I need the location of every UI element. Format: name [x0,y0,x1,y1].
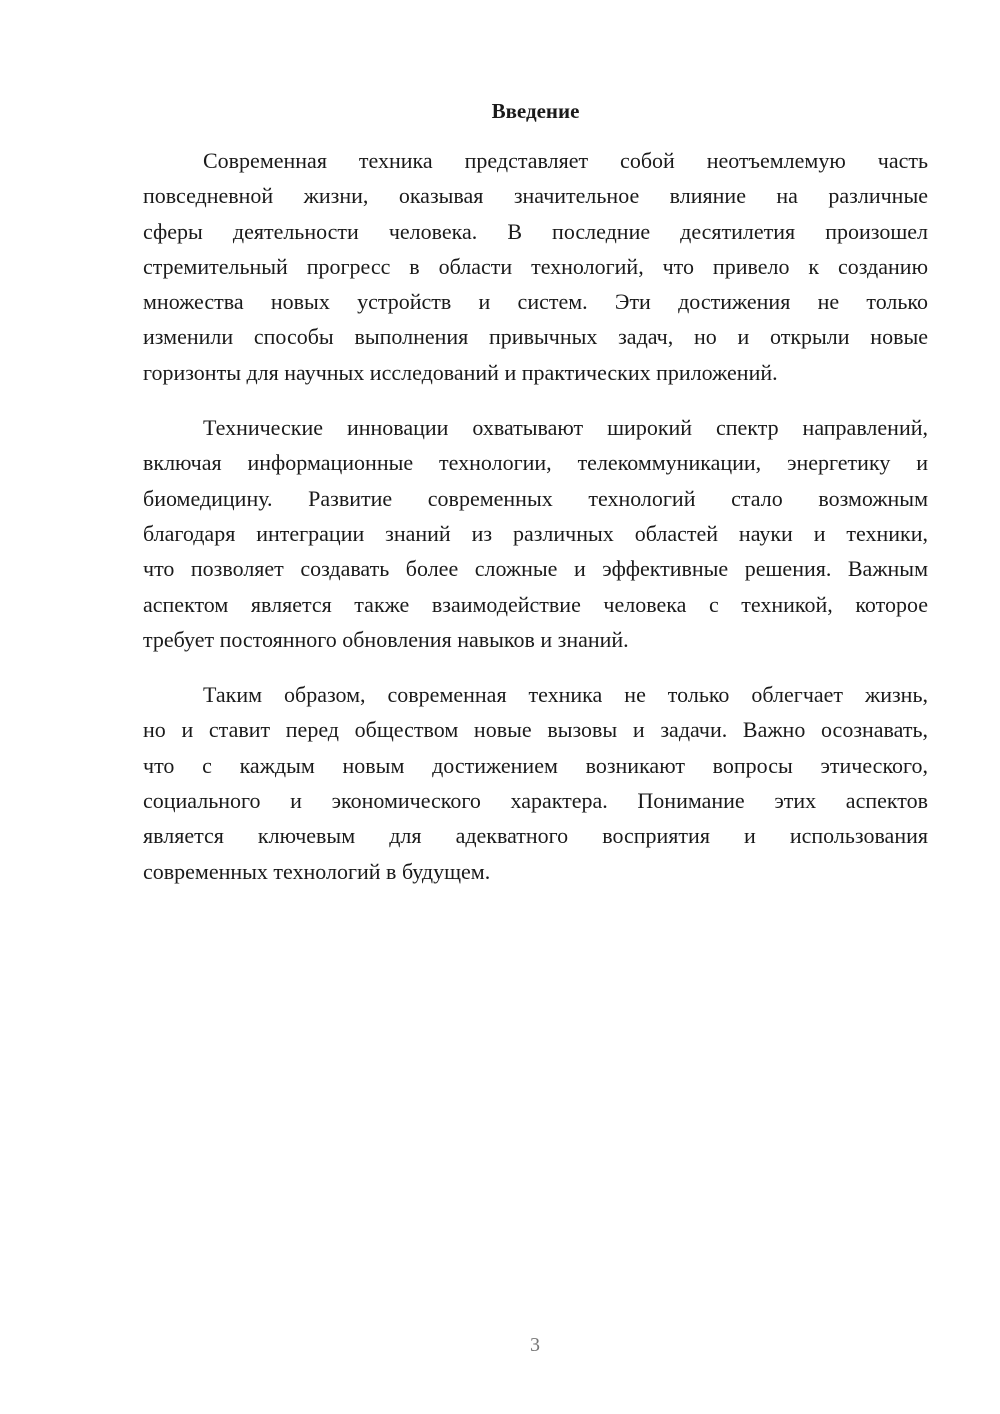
text-line: биомедицину. Развитие современных технологий стало возможным [143,485,928,511]
text-line: стремительный прогресс в области технологий, что привело к созданию [143,253,928,279]
page-number: 3 [530,1334,540,1356]
text-line: социального и экономического характера. Понимание этих аспектов [143,788,928,814]
text-line: современных технологий в будущем. [143,858,491,884]
text-line: изменили способы выполнения привычных задач, но и открыли новые [143,324,928,350]
text-line: множества новых устройств и систем. Эти достижения не только [143,289,928,315]
text-line: но и ставит перед обществом новые вызовы и задачи. Важно осознавать, [143,717,928,743]
text-line: аспектом является также взаимодействие человека с техникой, которое [143,591,928,617]
document-body [143,143,928,909]
text-line: повседневной жизни, оказывая значительное влияние на различные [143,183,928,209]
text-line: Таким образом, современная техника не только облегчает жизнь, [203,682,928,708]
text-line: горизонты для научных исследований и практических приложений. [143,359,778,385]
text-line: благодаря интеграции знаний из различных областей науки и техники, [143,520,928,546]
text-line: что с каждым новым достижением возникают вопросы этического, [143,752,928,778]
text-line: Современная техника представляет собой неотъемлемую часть [203,148,928,173]
text-line: сферы деятельности человека. В последние десятилетия произошел [143,218,928,244]
text-line: включая информационные технологии, телекоммуникации, энергетику и [143,450,928,476]
text-line: Технические инновации охватывают широкий спектр направлений, [203,415,928,441]
page-title: Введение [491,99,580,123]
paragraph [143,677,928,889]
paragraph [143,410,928,657]
text-line: является ключевым для адекватного восприятия и использования [143,823,928,849]
text-line: требует постоянного обновления навыков и знаний. [143,626,629,652]
paragraph [143,143,928,390]
text-line: что позволяет создавать более сложные и эффективные решения. Важным [143,556,928,582]
